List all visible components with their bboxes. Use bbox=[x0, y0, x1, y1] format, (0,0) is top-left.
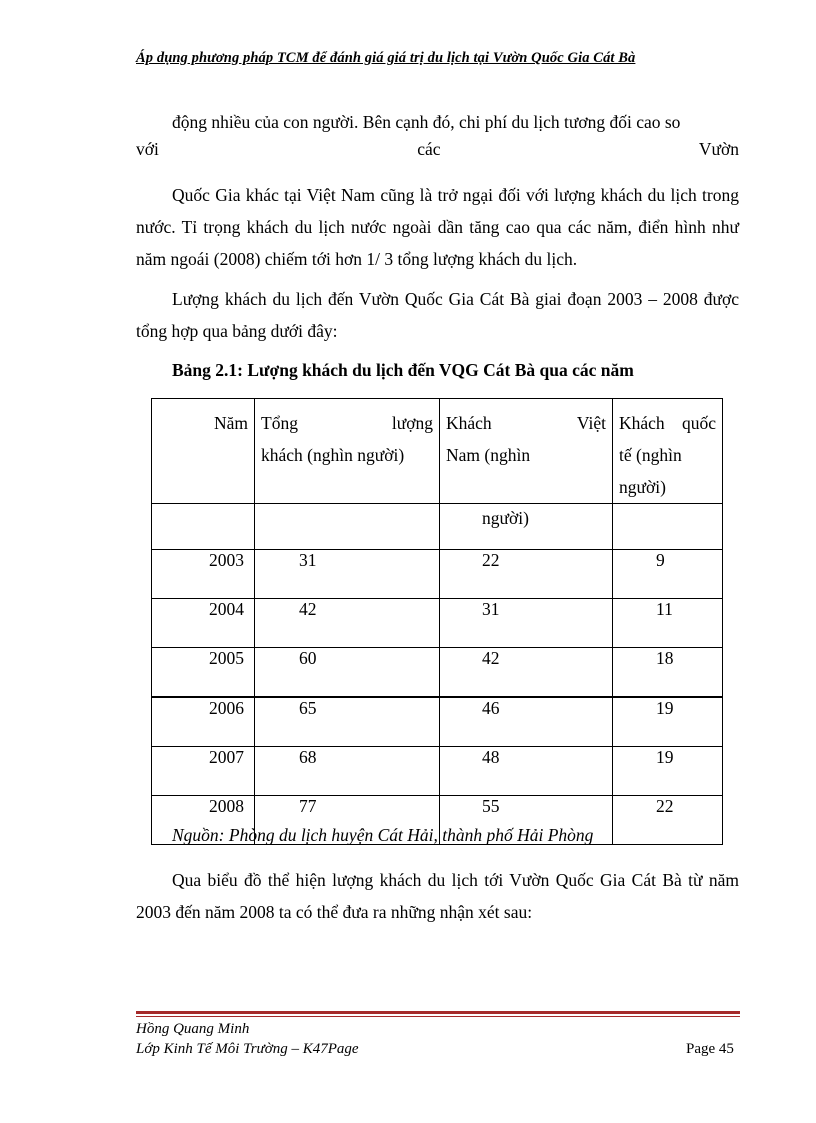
spread-line bbox=[136, 139, 739, 160]
paragraph: Qua biểu đồ thể hiện lượng khách du lịch tới Vườn Quốc Gia Cát Bà từ năm 2003 đến năm 2008 ta có thể đưa ra những nhận xét sau: bbox=[136, 870, 739, 922]
cell-viet: 55 bbox=[440, 796, 613, 845]
paragraph: Lượng khách du lịch đến Vườn Quốc Gia Cát Bà giai đoạn 2003 – 2008 được tổng hợp qua bảng dưới đây: bbox=[136, 289, 739, 341]
table-row bbox=[152, 648, 723, 698]
table-row bbox=[152, 550, 723, 599]
cell-total: 31 bbox=[255, 550, 440, 599]
page-number: Page 45 bbox=[686, 1041, 734, 1057]
cell-year: 2006 bbox=[152, 697, 255, 747]
cell-total: 77 bbox=[255, 796, 440, 845]
cell-total: 68 bbox=[255, 747, 440, 796]
cell-intl: 19 bbox=[613, 697, 723, 747]
table-row bbox=[152, 747, 723, 796]
table-caption: Bảng 2.1: Lượng khách du lịch đến VQG Cát Bà qua các năm bbox=[172, 360, 634, 380]
cell-viet: 46 bbox=[440, 697, 613, 747]
running-header: Áp dụng phương pháp TCM để đánh giá giá trị du lịch tại Vườn Quốc Gia Cát Bà bbox=[136, 50, 636, 66]
header-year: Năm bbox=[152, 399, 255, 504]
table-header-row bbox=[152, 399, 723, 504]
visitor-table bbox=[151, 398, 723, 845]
cell-year: 2004 bbox=[152, 599, 255, 648]
cell-year: 2007 bbox=[152, 747, 255, 796]
word: các bbox=[417, 139, 441, 159]
footer-rule bbox=[136, 1011, 740, 1014]
table-header-row-2 bbox=[152, 504, 723, 550]
cell-viet: 48 bbox=[440, 747, 613, 796]
word: Vườn bbox=[698, 139, 739, 159]
word: với bbox=[136, 139, 159, 159]
footer-class: Lớp Kinh Tế Môi Trường – K47Page bbox=[136, 1041, 359, 1057]
table-source: Nguồn: Phòng du lịch huyện Cát Hải, thành phố Hải Phòng bbox=[172, 825, 594, 845]
table-row bbox=[152, 599, 723, 648]
cell-intl: 18 bbox=[613, 648, 723, 698]
paragraph: Quốc Gia khác tại Việt Nam cũng là trở ngại đối với lượng khách du lịch trong nước. Tỉ trọng khách du lịch nước ngoài dần tăng cao qua các năm, điển hình như năm ngoái (2008) chiếm tới hơn 1/ 3 tổng lượng khách du lịch. bbox=[136, 185, 739, 269]
cell-year: 2005 bbox=[152, 648, 255, 698]
cell-intl: 9 bbox=[613, 550, 723, 599]
cell-intl: 22 bbox=[613, 796, 723, 845]
header-total: Tổng lượng khách (nghìn người) bbox=[255, 399, 440, 504]
footer-author: Hồng Quang Minh bbox=[136, 1021, 250, 1037]
header-intl: Khách quốc tế (nghìn người) bbox=[613, 399, 723, 504]
cell-viet: 22 bbox=[440, 550, 613, 599]
footer-rule-thin bbox=[136, 1016, 740, 1017]
cell-viet: 42 bbox=[440, 648, 613, 698]
cell-intl: 11 bbox=[613, 599, 723, 648]
header-viet-cont: người) bbox=[440, 504, 613, 550]
header-viet: Khách Việt Nam (nghìn bbox=[440, 399, 613, 504]
cell-year: 2003 bbox=[152, 550, 255, 599]
cell-total: 65 bbox=[255, 697, 440, 747]
cell-year: 2008 bbox=[152, 796, 255, 845]
cell-total: 42 bbox=[255, 599, 440, 648]
cell-viet: 31 bbox=[440, 599, 613, 648]
cell-intl: 19 bbox=[613, 747, 723, 796]
cell-total: 60 bbox=[255, 648, 440, 698]
table-row bbox=[152, 697, 723, 747]
paragraph-line: động nhiều của con người. Bên cạnh đó, chi phí du lịch tương đối cao so bbox=[172, 112, 681, 132]
